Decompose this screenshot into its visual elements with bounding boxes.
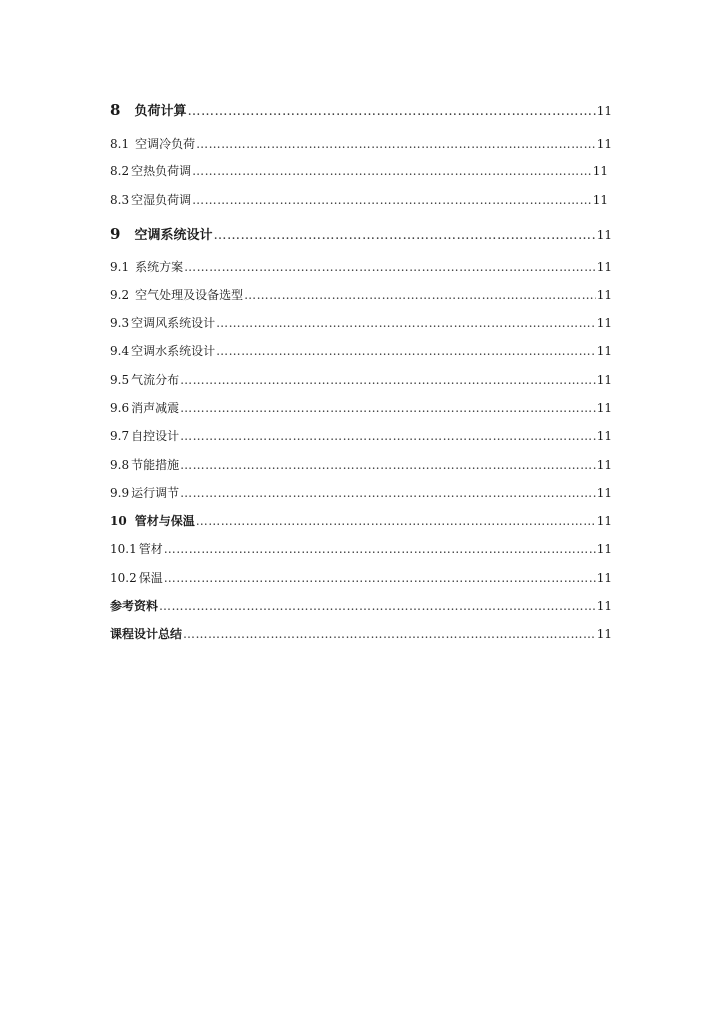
toc-number: 9.1: [110, 260, 130, 274]
toc-page-number: 11: [596, 228, 612, 242]
toc-title: 运行调节: [131, 486, 180, 500]
dot-leader: [216, 343, 596, 359]
toc-number: 9.4: [110, 344, 130, 358]
toc-entry-chapter-10[interactable]: [110, 513, 612, 529]
toc-page-number: 11: [596, 542, 612, 556]
toc-title: 消声减震: [131, 401, 180, 415]
toc-entry-course-summary[interactable]: [110, 626, 612, 642]
toc-number: 9.9: [110, 486, 130, 500]
toc-entry-9-6[interactable]: [110, 400, 612, 416]
toc-page-number: 11: [596, 137, 612, 151]
toc-title: 空调水系统设计: [131, 344, 216, 358]
dot-leader: [164, 570, 596, 586]
dot-leader: [213, 228, 595, 244]
toc-entry-10-2[interactable]: [110, 570, 612, 586]
toc-entry-9-1[interactable]: [110, 259, 612, 275]
toc-entry-8-2[interactable]: [110, 163, 612, 179]
toc-number: 9.6: [110, 401, 130, 415]
toc-page-number: 11: [596, 401, 612, 415]
dot-leader: [180, 457, 596, 473]
toc-entry-9-5[interactable]: [110, 372, 612, 388]
toc-entry-9-3[interactable]: [110, 315, 612, 331]
dot-leader: [192, 192, 592, 208]
toc-page-number: 11: [596, 458, 612, 472]
toc-entry-chapter-9[interactable]: [110, 226, 612, 244]
toc-title: 空气处理及设备选型: [135, 288, 244, 302]
toc-title: 负荷计算: [134, 104, 187, 119]
toc-title: 空热负荷调: [131, 164, 192, 178]
dot-leader: [164, 541, 596, 557]
toc-title: 参考资料: [110, 599, 159, 613]
toc-title: 空调系统设计: [134, 228, 213, 243]
toc-entry-9-4[interactable]: [110, 343, 612, 359]
dot-leader: [244, 287, 596, 303]
dot-leader: [192, 163, 592, 179]
toc-number: 9.7: [110, 429, 130, 443]
toc-number: 9.2: [110, 288, 130, 302]
toc-title: 空调风系统设计: [131, 316, 216, 330]
toc-entry-9-9[interactable]: [110, 485, 612, 501]
toc-page-number: 11: [596, 599, 612, 613]
toc-entry-9-8[interactable]: [110, 457, 612, 473]
toc-page-number: 11: [596, 514, 612, 528]
toc-entry-10-1[interactable]: [110, 541, 612, 557]
toc-title: 管材: [138, 542, 163, 556]
dot-leader: [180, 428, 596, 444]
toc-page-number: 11: [596, 316, 612, 330]
dot-leader: [180, 372, 596, 388]
toc-page-number: 11: [596, 429, 612, 443]
toc-title: 自控设计: [131, 429, 180, 443]
toc-page-number: 11: [596, 104, 612, 118]
toc-entry-references[interactable]: [110, 598, 612, 614]
toc-number: 8.3: [110, 193, 130, 207]
toc-page-number: 11: [592, 164, 608, 178]
dot-leader: [183, 626, 596, 642]
toc-number: 9.8: [110, 458, 130, 472]
dot-leader: [180, 485, 596, 501]
toc-title: 节能措施: [131, 458, 180, 472]
toc-page-number: 11: [596, 373, 612, 387]
toc-number: 10.2: [110, 571, 137, 585]
toc-title: 系统方案: [135, 260, 184, 274]
toc-number: 8.1: [110, 137, 130, 151]
toc-number: 10.1: [110, 542, 137, 556]
dot-leader: [216, 315, 596, 331]
toc-entry-9-7[interactable]: [110, 428, 612, 444]
dot-leader: [196, 136, 596, 152]
toc-number: 9.3: [110, 316, 130, 330]
toc-page-number: 11: [596, 627, 612, 641]
toc-title: 气流分布: [131, 373, 180, 387]
toc-entry-8-1[interactable]: [110, 136, 612, 152]
toc-page-number: 11: [596, 571, 612, 585]
dot-leader: [184, 259, 596, 275]
dot-leader: [159, 598, 596, 614]
toc-title: 空湿负荷调: [131, 193, 192, 207]
toc-number: 8.2: [110, 164, 130, 178]
toc-page-number: 11: [596, 260, 612, 274]
toc-title: 课程设计总结: [110, 627, 183, 641]
toc-page-number: 11: [596, 288, 612, 302]
toc-page-number: 11: [592, 193, 608, 207]
toc-page-number: 11: [596, 486, 612, 500]
toc-page-number: 11: [596, 344, 612, 358]
toc-entry-9-2[interactable]: [110, 287, 612, 303]
dot-leader: [196, 513, 596, 529]
toc-number: 9.5: [110, 373, 130, 387]
toc-number: 10: [110, 514, 127, 528]
toc-title: 管材与保温: [134, 514, 195, 528]
dot-leader: [180, 400, 596, 416]
toc-number: 9: [110, 225, 121, 243]
toc-title: 空调冷负荷: [135, 137, 196, 151]
toc-entry-8-3[interactable]: [110, 192, 612, 208]
toc-entry-chapter-8[interactable]: [110, 102, 612, 120]
toc-number: 8: [110, 101, 121, 119]
toc-title: 保温: [138, 571, 163, 585]
dot-leader: [187, 104, 595, 120]
